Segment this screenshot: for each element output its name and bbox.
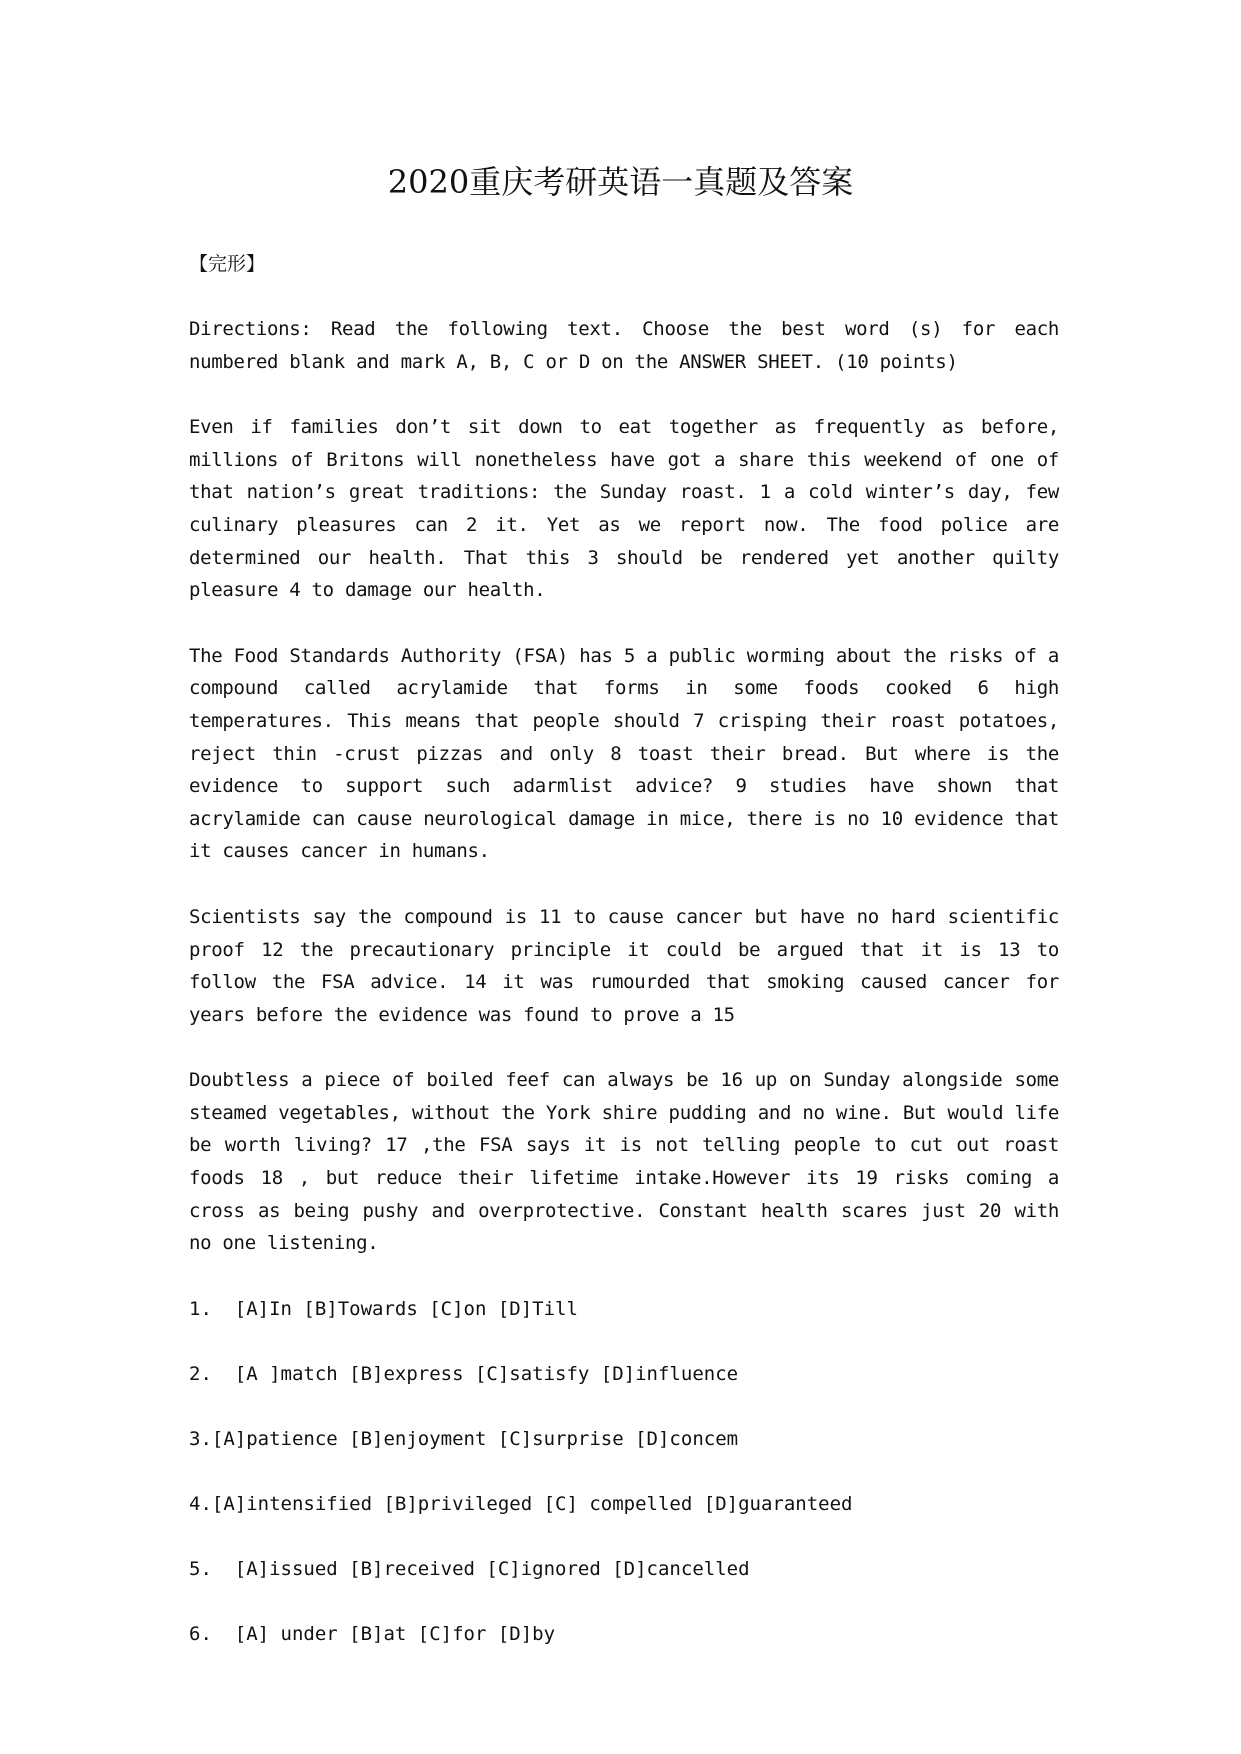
passage-paragraph-1: Even if families don’t sit down to eat together as frequently as before, millions of Britons will nonetheless have got a share this weekend of one of that nation’s great traditions: the Sunday roast. 1 a cold winter’s day, few culinary pleasures can 2 it. Yet as we report now. The food police are determined our health. That this 3 should be rendered yet another quilty pleasure 4 to damage our health. xyxy=(189,416,1059,602)
document-title: 2020重庆考研英语一真题及答案 xyxy=(387,163,854,201)
passage-paragraph-3: Scientists say the compound is 11 to cause cancer but have no hard scientific proof 12 the precautionary principle it could be argued that it is 13 to follow the FSA advice. 14 it was rumourded that smoking caused cancer for years before the evidence was found to prove a 15 xyxy=(189,905,1059,1026)
passage-paragraph-4: Doubtless a piece of boiled feef can always be 16 up on Sunday alongside some steamed vegetables, without the York shire pudding and no wine. But would life be worth living? 17 ,the FSA says it is not telling people to cut out roast foods 18 , but reduce their lifetime intake.However its 19 risks coming a cross as being pushy and overprotective. Constant health scares just 20 with no one listening. xyxy=(189,1069,1059,1255)
question-option-2: 2. [A ]match [B]express [C]satisfy [D]influence xyxy=(189,1362,739,1385)
question-option-4: 4.[A]intensified [B]privileged [C] compelled [D]guaranteed xyxy=(189,1492,853,1515)
section-label-cloze: 【完形】 xyxy=(189,253,266,275)
directions-paragraph: Directions: Read the following text. Choose the best word (s) for each numbered blank and mark A, B, C or D on the ANSWER SHEET. (10 points) xyxy=(189,318,1059,373)
question-option-3: 3.[A]patience [B]enjoyment [C]surprise [D]concem xyxy=(189,1427,739,1450)
document-body xyxy=(189,248,1059,1683)
question-option-5: 5. [A]issued [B]received [C]ignored [D]cancelled xyxy=(189,1557,750,1580)
question-option-1: 1. [A]In [B]Towards [C]on [D]Till xyxy=(189,1297,578,1320)
passage-paragraph-2: The Food Standards Authority (FSA) has 5 a public worming about the risks of a compound called acrylamide that forms in some foods cooked 6 high temperatures. This means that people should 7 crisping their roast potatoes, reject thin -crust pizzas and only 8 toast their bread. But where is the evidence to support such adarmlist advice? 9 studies have shown that acrylamide can cause neurological damage in mice, there is no 10 evidence that it causes cancer in humans. xyxy=(189,644,1059,863)
question-option-6: 6. [A] under [B]at [C]for [D]by xyxy=(189,1622,556,1645)
